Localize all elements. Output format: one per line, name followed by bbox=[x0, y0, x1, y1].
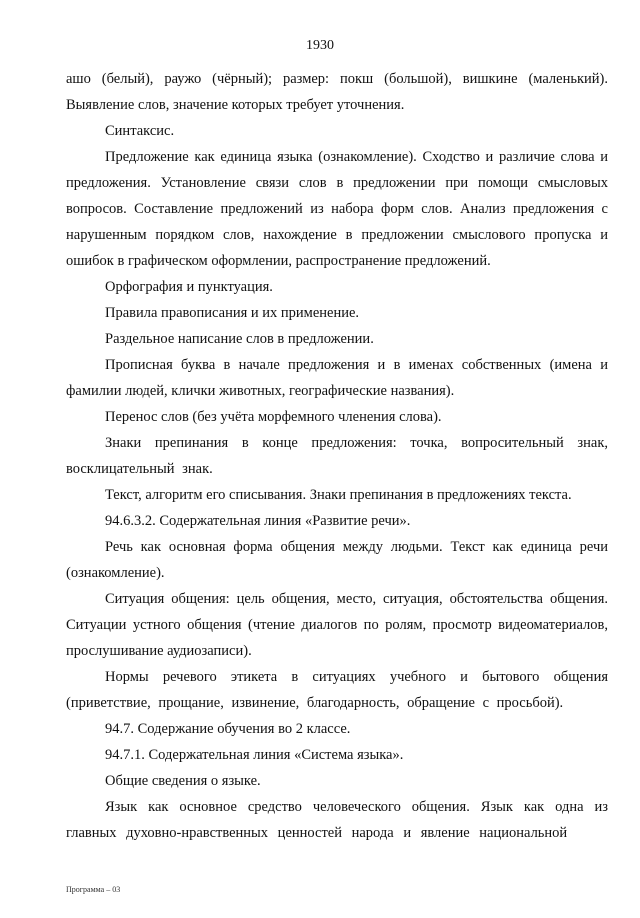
section-heading: 94.6.3.2. Содержательная линия «Развитие речи». bbox=[105, 513, 411, 529]
paragraph: Перенос слов (без учёта морфемного членения слова). bbox=[105, 409, 442, 425]
paragraph: ашо (белый), раужо (чёрный); размер: покш (большой), вишкине (маленький). Выявление слов, значение которых требует уточнения. bbox=[66, 71, 608, 113]
paragraph: Предложение как единица языка (ознакомление). Сходство и различие слова и предложения. Установление связи слов в предложении при помощи смысловых вопросов. Составление предложений из набора форм слов. Анализ предложения с нарушенным порядком слов, нахождение в предложении смыслового пропуска и ошибок в графическом оформлении, распространение предложений. bbox=[66, 149, 608, 269]
section-heading: Общие сведения о языке. bbox=[105, 773, 261, 789]
footer: Программа – 03 bbox=[66, 885, 121, 894]
paragraph: Правила правописания и их применение. bbox=[105, 305, 360, 321]
paragraph: Ситуация общения: цель общения, место, ситуация, обстоятельства общения. Ситуации устного общения (чтение диалогов по ролям, просмотр видеоматериалов, прослушивание аудиозаписи). bbox=[66, 591, 608, 659]
paragraph: Раздельное написание слов в предложении. bbox=[105, 331, 374, 347]
section-heading: Синтаксис. bbox=[105, 123, 175, 139]
paragraph: Язык как основное средство человеческого общения. Язык как одна из главных духовно-нравственных ценностей народа и явление национальной bbox=[66, 799, 608, 841]
paragraph: Текст, алгоритм его списывания. Знаки препинания в предложениях текста. bbox=[105, 487, 572, 503]
document-body bbox=[66, 66, 608, 846]
paragraph: Знаки препинания в конце предложения: точка, вопросительный знак, восклицательный знак. bbox=[66, 435, 608, 477]
paragraph: Речь как основная форма общения между людьми. Текст как единица речи (ознакомление). bbox=[66, 539, 608, 581]
page-number: 1930 bbox=[306, 38, 334, 53]
section-heading: 94.7.1. Содержательная линия «Система языка». bbox=[105, 747, 404, 763]
section-heading: Орфография и пунктуация. bbox=[105, 279, 273, 295]
paragraph: Прописная буква в начале предложения и в именах собственных (имена и фамилии людей, клички животных, географические названия). bbox=[66, 357, 608, 399]
section-heading: 94.7. Содержание обучения во 2 классе. bbox=[105, 721, 351, 737]
paragraph: Нормы речевого этикета в ситуациях учебного и бытового общения (приветствие, прощание, извинение, благодарность, обращение с просьбой). bbox=[66, 669, 608, 711]
